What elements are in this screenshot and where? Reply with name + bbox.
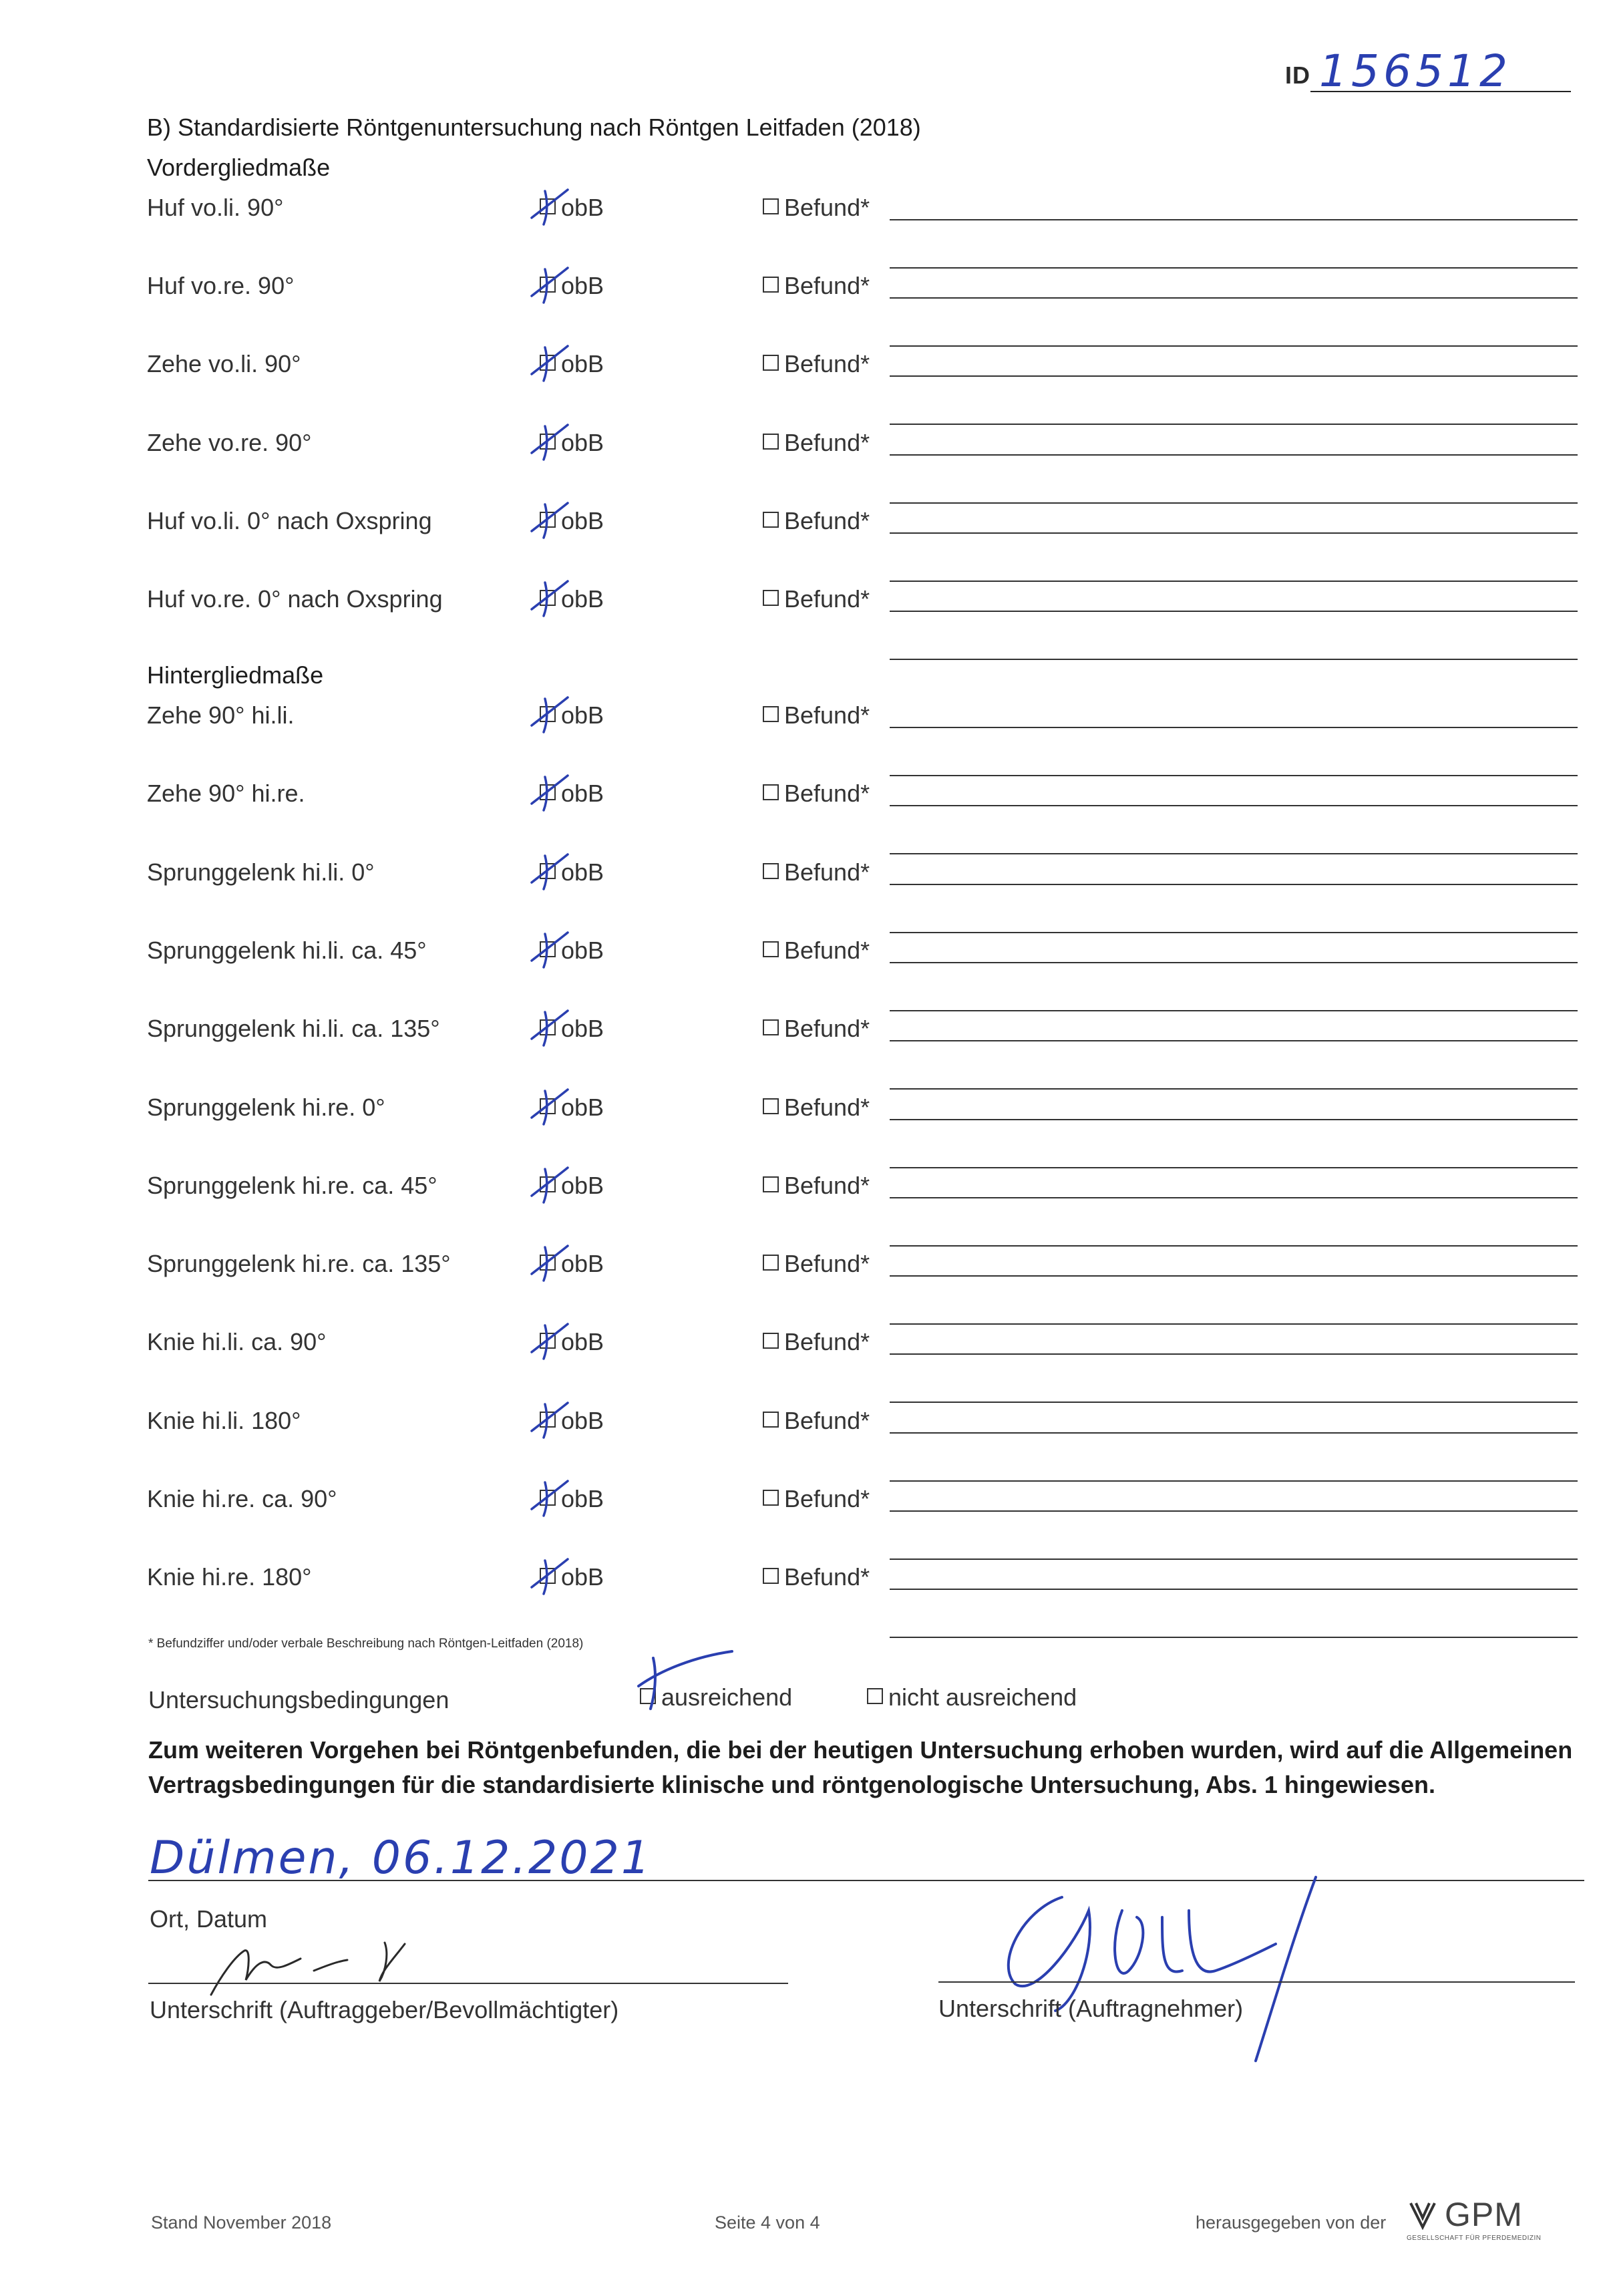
befund-option-label: Befund*: [784, 1250, 870, 1278]
obb-option-label: obB: [561, 585, 604, 613]
befund-write-line[interactable]: [890, 1088, 1578, 1090]
befund-write-line[interactable]: [890, 1480, 1578, 1482]
checkbox-icon[interactable]: [763, 1568, 779, 1584]
check-mark-icon: [528, 498, 574, 542]
befund-write-line[interactable]: [890, 659, 1578, 660]
befund-option-label: Befund*: [784, 1406, 870, 1434]
client-signature-label: Unterschrift (Auftraggeber/Bevollmächtigter): [150, 1996, 619, 2023]
befund-option-label: Befund*: [784, 585, 870, 613]
befund-write-line[interactable]: [890, 454, 1578, 456]
obb-option-label: obB: [561, 858, 604, 886]
checkbox-icon[interactable]: [763, 941, 779, 957]
exam-row: [0, 350, 1609, 428]
exam-row: [0, 701, 1609, 779]
check-mark-icon: [528, 576, 574, 620]
check-mark-icon: [528, 1476, 574, 1520]
befund-option-label: Befund*: [784, 350, 870, 378]
exam-row: [0, 1563, 1609, 1641]
conditions-option-nicht-ausreichend[interactable]: [867, 1683, 1077, 1711]
obb-option-label: obB: [561, 936, 604, 964]
exam-row-label: Sprunggelenk hi.re. ca. 135°: [147, 1250, 451, 1278]
exam-row-label: Knie hi.li. 180°: [147, 1406, 301, 1434]
check-mark-icon: [528, 927, 574, 971]
client-signature-icon: [207, 1924, 427, 1997]
checkbox-icon[interactable]: [763, 1412, 779, 1428]
befund-option[interactable]: [763, 429, 870, 457]
checkbox-icon[interactable]: [867, 1688, 883, 1704]
exam-row-label: Sprunggelenk hi.li. 0°: [147, 858, 375, 886]
befund-option[interactable]: [763, 780, 870, 808]
check-mark-icon: [528, 1319, 574, 1363]
vorder-title: Vordergliedmaße: [147, 154, 331, 181]
checkbox-icon[interactable]: [763, 198, 779, 214]
exam-row: [0, 507, 1609, 585]
befund-option[interactable]: [763, 1094, 870, 1122]
befund-write-line[interactable]: [890, 1275, 1578, 1277]
obb-option-label: obB: [561, 1328, 604, 1356]
hinter-title: Hintergliedmaße: [147, 661, 324, 689]
exam-row: [0, 780, 1609, 857]
obb-option-label: obB: [561, 1171, 604, 1199]
place-date-label: Ort, Datum: [150, 1905, 268, 1933]
section-title: B) Standardisierte Röntgenuntersuchung nach Röntgen Leitfaden (2018): [147, 114, 921, 141]
obb-option-label: obB: [561, 194, 604, 221]
checkbox-icon[interactable]: [763, 706, 779, 722]
exam-row-label: Huf vo.li. 90°: [147, 194, 284, 221]
befund-write-line[interactable]: [890, 267, 1578, 269]
befund-option-label: Befund*: [784, 780, 870, 808]
befund-write-line[interactable]: [890, 1559, 1578, 1560]
befund-write-line[interactable]: [890, 375, 1578, 377]
befund-write-line[interactable]: [890, 424, 1578, 425]
exam-row-label: Knie hi.re. 180°: [147, 1563, 312, 1591]
befund-write-line[interactable]: [890, 1245, 1578, 1247]
checkbox-icon[interactable]: [763, 1019, 779, 1035]
obb-option-label: obB: [561, 780, 604, 808]
befund-write-line[interactable]: [890, 1197, 1578, 1198]
id-underline: [1310, 91, 1571, 92]
id-value[interactable]: 156512: [1319, 45, 1511, 97]
exam-row: [0, 1328, 1609, 1406]
befund-option-label: Befund*: [784, 1093, 870, 1121]
exam-row-label: Huf vo.re. 0° nach Oxspring: [147, 585, 443, 613]
check-mark-icon: [528, 341, 574, 385]
befund-option-label: Befund*: [784, 272, 870, 300]
obb-option-label: obB: [561, 506, 604, 534]
befund-option[interactable]: [763, 1485, 870, 1513]
checkbox-icon[interactable]: [763, 355, 779, 371]
exam-row: [0, 429, 1609, 506]
befund-write-line[interactable]: [890, 1637, 1578, 1638]
obb-option-label: obB: [561, 1093, 604, 1121]
check-mark-icon: [528, 1241, 574, 1285]
check-mark-icon: [635, 1645, 735, 1718]
befund-write-line[interactable]: [890, 962, 1578, 963]
exam-row-label: Huf vo.re. 90°: [147, 272, 295, 300]
exam-row-label: Zehe vo.li. 90°: [147, 350, 301, 378]
check-mark-icon: [528, 1554, 574, 1598]
befund-option-label: Befund*: [784, 858, 870, 886]
footer-publisher-text: herausgegeben von der: [1196, 2212, 1387, 2233]
checkbox-icon[interactable]: [763, 277, 779, 293]
obb-option-label: obB: [561, 1563, 604, 1591]
checkbox-icon[interactable]: [763, 1176, 779, 1192]
check-mark-icon: [528, 263, 574, 307]
befund-option-label: Befund*: [784, 1563, 870, 1591]
checkbox-icon[interactable]: [763, 1490, 779, 1506]
befund-write-line[interactable]: [890, 884, 1578, 885]
exam-row-label: Zehe 90° hi.li.: [147, 701, 295, 729]
obb-option-label: obB: [561, 1485, 604, 1512]
befund-write-line[interactable]: [890, 727, 1578, 728]
exam-row-label: Zehe 90° hi.re.: [147, 780, 305, 808]
befund-option-label: Befund*: [784, 936, 870, 964]
befund-write-line[interactable]: [890, 1040, 1578, 1041]
befund-write-line[interactable]: [890, 345, 1578, 347]
befund-write-line[interactable]: [890, 297, 1578, 299]
gpm-brand-subtitle: GESELLSCHAFT FÜR PFERDEMEDIZIN: [1407, 2235, 1542, 2242]
exam-row-label: Sprunggelenk hi.re. ca. 45°: [147, 1171, 437, 1199]
obb-option-label: obB: [561, 1250, 604, 1278]
befund-option[interactable]: [763, 937, 870, 965]
befund-write-line[interactable]: [890, 611, 1578, 612]
check-mark-icon: [528, 1398, 574, 1442]
checkbox-icon[interactable]: [763, 434, 779, 450]
exam-row-label: Sprunggelenk hi.re. 0°: [147, 1093, 385, 1121]
befund-option[interactable]: [763, 1563, 870, 1591]
befund-write-line[interactable]: [890, 805, 1578, 806]
obb-option-label: obB: [561, 701, 604, 729]
exam-row: [0, 858, 1609, 936]
conditions-label: Untersuchungsbedingungen: [148, 1686, 450, 1713]
check-mark-icon: [528, 1084, 574, 1128]
checkbox-icon[interactable]: [763, 1333, 779, 1349]
footer-version: Stand November 2018: [151, 2212, 332, 2233]
befund-option-label: Befund*: [784, 701, 870, 729]
checkbox-icon[interactable]: [763, 590, 779, 606]
conditions-option-ausreichend-label: ausreichend: [661, 1683, 793, 1711]
befund-option[interactable]: [763, 507, 870, 535]
befund-option[interactable]: [763, 272, 870, 300]
obb-option-label: obB: [561, 428, 604, 456]
obb-option-label: obB: [561, 1406, 604, 1434]
check-mark-icon: [528, 184, 574, 228]
befund-option[interactable]: [763, 1172, 870, 1200]
exam-row: [0, 194, 1609, 271]
notice-text: Zum weiteren Vorgehen bei Röntgenbefunden, die bei der heutigen Untersuchung erhoben wurden, wird auf die Allgemeinen Vertragsbedingungen für die standardisierte klinische und röntgenologische Untersuchung, Abs. 1 hingewiesen.: [148, 1736, 1573, 1798]
obb-option-label: obB: [561, 350, 604, 378]
checkbox-icon[interactable]: [763, 863, 779, 879]
befund-write-line[interactable]: [890, 581, 1578, 582]
obb-option-label: obB: [561, 1015, 604, 1043]
contractor-signature-icon: [982, 1870, 1356, 2064]
befund-write-line[interactable]: [890, 1432, 1578, 1434]
checkbox-icon[interactable]: [763, 1255, 779, 1271]
befund-option-label: Befund*: [784, 1015, 870, 1043]
place-date-value[interactable]: Dülmen, 06.12.2021: [150, 1832, 653, 1884]
exam-row-label: Knie hi.li. ca. 90°: [147, 1328, 327, 1356]
befund-option[interactable]: [763, 194, 870, 222]
check-mark-icon: [528, 849, 574, 893]
befund-write-line[interactable]: [890, 775, 1578, 776]
check-mark-icon: [528, 692, 574, 736]
gpm-brand: GPM: [1445, 2196, 1523, 2233]
exam-row: [0, 1485, 1609, 1563]
footnote: * Befundziffer und/oder verbale Beschreibung nach Röntgen-Leitfaden (2018): [148, 1637, 584, 1651]
befund-option-label: Befund*: [784, 1328, 870, 1356]
exam-row: [0, 272, 1609, 349]
befund-option-label: Befund*: [784, 1485, 870, 1512]
check-mark-icon: [528, 1162, 574, 1206]
contractor-signature-line: [938, 1981, 1575, 1983]
checkbox-icon[interactable]: [763, 1098, 779, 1114]
exam-row-label: Sprunggelenk hi.li. ca. 135°: [147, 1015, 440, 1043]
befund-option-label: Befund*: [784, 428, 870, 456]
befund-option-label: Befund*: [784, 194, 870, 221]
conditions-option-nicht-ausreichend-label: nicht ausreichend: [888, 1683, 1077, 1711]
befund-write-line[interactable]: [890, 853, 1578, 854]
exam-row-label: Knie hi.re. ca. 90°: [147, 1485, 337, 1512]
befund-write-line[interactable]: [890, 932, 1578, 933]
befund-option[interactable]: [763, 701, 870, 729]
befund-option[interactable]: [763, 1250, 870, 1278]
befund-option-label: Befund*: [784, 506, 870, 534]
check-mark-icon: [528, 770, 574, 814]
place-date-line: [148, 1880, 1584, 1881]
exam-row: [0, 585, 1609, 663]
befund-write-line[interactable]: [890, 1510, 1578, 1512]
befund-write-line[interactable]: [890, 1402, 1578, 1403]
exam-row: [0, 937, 1609, 1014]
befund-option[interactable]: [763, 1407, 870, 1435]
befund-write-line[interactable]: [890, 502, 1578, 504]
exam-row: [0, 1015, 1609, 1092]
befund-write-line[interactable]: [890, 1010, 1578, 1011]
befund-write-line[interactable]: [890, 1167, 1578, 1168]
check-mark-icon: [528, 1005, 574, 1049]
obb-option-label: obB: [561, 272, 604, 300]
exam-row: [0, 1407, 1609, 1484]
befund-option-label: Befund*: [784, 1171, 870, 1199]
id-label: ID: [1285, 61, 1310, 89]
befund-option[interactable]: [763, 585, 870, 613]
client-signature-line: [148, 1983, 788, 1984]
exam-row: [0, 1094, 1609, 1171]
befund-write-line[interactable]: [890, 219, 1578, 220]
checkbox-icon[interactable]: [763, 512, 779, 528]
befund-option[interactable]: [763, 858, 870, 886]
befund-option[interactable]: [763, 1015, 870, 1043]
exam-row-label: Sprunggelenk hi.li. ca. 45°: [147, 936, 427, 964]
gpm-logo-icon: [1408, 2200, 1437, 2230]
exam-row-label: Huf vo.li. 0° nach Oxspring: [147, 506, 432, 534]
footer-page-number: Seite 4 von 4: [715, 2212, 820, 2233]
befund-write-line[interactable]: [890, 532, 1578, 534]
befund-write-line[interactable]: [890, 1119, 1578, 1120]
contractor-signature-label: Unterschrift (Auftragnehmer): [938, 1995, 1244, 2022]
befund-option[interactable]: [763, 350, 870, 378]
befund-write-line[interactable]: [890, 1589, 1578, 1590]
exam-row: [0, 1250, 1609, 1327]
exam-row: [0, 1172, 1609, 1249]
befund-write-line[interactable]: [890, 1353, 1578, 1355]
checkbox-icon[interactable]: [763, 784, 779, 800]
check-mark-icon: [528, 420, 574, 464]
exam-row-label: Zehe vo.re. 90°: [147, 428, 312, 456]
befund-write-line[interactable]: [890, 1323, 1578, 1325]
befund-option[interactable]: [763, 1328, 870, 1356]
